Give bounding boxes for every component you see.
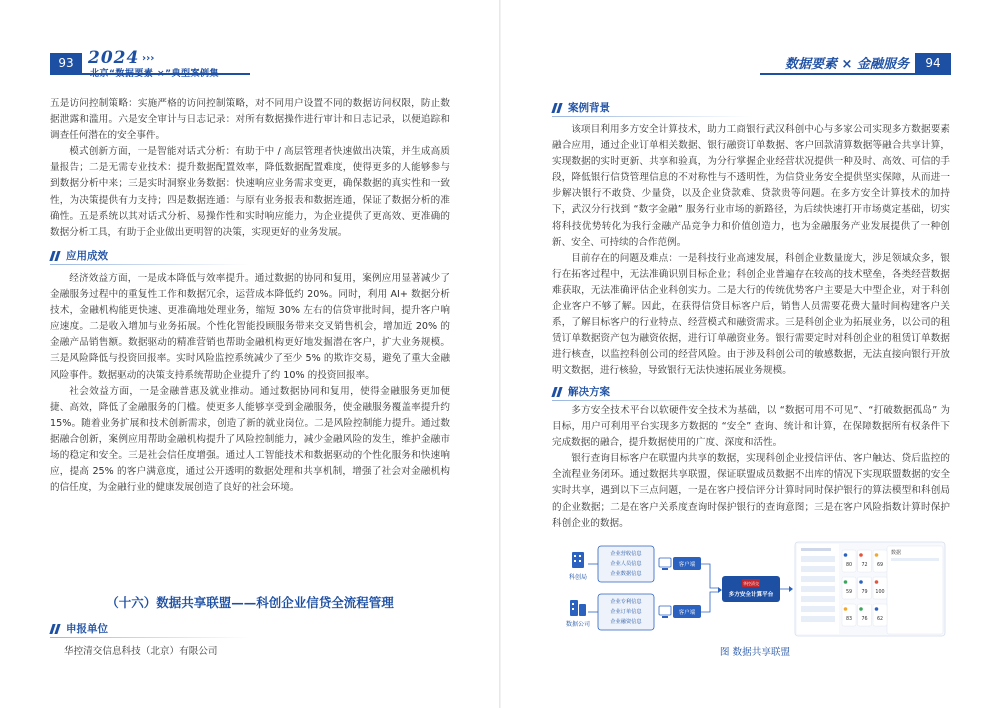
company-logo-icon — [859, 553, 863, 557]
right-text-background — [552, 122, 950, 380]
building-icon — [570, 600, 586, 616]
info-item: 企业数据信息 — [610, 571, 642, 577]
dashboard-card — [858, 604, 872, 626]
right-header-title: 数据要素 × 金融服务 — [785, 57, 909, 72]
heading-slash-icon — [50, 624, 60, 634]
paragraph: 经济效益方面，一是成本降低与效率提升。通过数据的协同和复用，案例应用显著减少了金融服务过程中的重复性工作和数据冗余，运营成本降低约 20%。同时，利用 AI+ 数据分析技术，金融机构能更快速、更准确地处理业务，缩短 30% 左右的信贷审批时间，提升客户响应速度。二是收入增加与业务拓展。个性化智能投顾服务带来交叉销售机会，增加近 20% 的金融产品销售额。数据驱动的精准营销也帮助金融机构更好地发掘潜在客户，扩大业务规模。三是风险降低与投资回报率。实时风险监控系统减少了至少 5% 的欺诈交易，避免了重大金融风险事件。数据驱动的决策支持系统帮助企业提升了约 10% 的投资回报率。 — [50, 273, 450, 381]
right-text-solution — [552, 403, 950, 532]
company-logo-icon — [844, 607, 848, 611]
paragraph: 银行查询目标客户在联盟内共享的数据，实现科创企业授信评估、客户触达、贷后监控的全流程业务闭环。通过数据共享联盟，保证联盟成员数据不出库的情况下实现联盟数据的安全实时共享，遇到以下三点问题，一是在客户授信评分计算时同时保护银行的算法模型和科创局的企业数据；二是在客户关系度查询时保护银行的查询意图；三是在客户风险指数计算时保护科创企业的数据。 — [552, 453, 950, 529]
company-logo-icon — [859, 580, 863, 584]
paragraph: 社会效益方面，一是金融普惠及就业推动。通过数据协同和复用，使得金融服务更加便捷、高效，降低了金融服务的门槛。使更多人能够享受到金融服务，使金融服务覆盖率提升约 15%。随着业务扩展和技术创新需求，创造了新的就业岗位。二是风险控制能力提升。通过数据融合创新，案例应用帮助金融机构提升了风险控制能力，减少金融风险的发生，维护金融市场的稳定和安全。三是社会信任度增强。通过人工智能技术和数据驱动的个性化服务和快速响应，提高 25% 的客户满意度，通过公开透明的数据处理和共享机制，增强了社会对金融机构的信任度，为金融行业的健康发展创造了良好的社会环境。 — [50, 385, 450, 494]
dashboard-score: 69 — [876, 563, 884, 568]
right-page-number: 94 — [915, 53, 951, 73]
building-icon — [572, 552, 584, 568]
org-name: 华控清交信息科技（北京）有限公司 — [64, 646, 218, 657]
dashboard-card — [842, 577, 856, 599]
brand-year: 2024 — [88, 48, 140, 68]
dashboard-cards — [842, 550, 887, 626]
section-title: 申报单位 — [66, 623, 108, 635]
left-text-app — [50, 271, 450, 496]
left-page-number: 93 — [50, 53, 82, 73]
dashboard-card — [873, 604, 887, 626]
dashboard-title: 数据 — [891, 550, 902, 556]
section-title: 解决方案 — [568, 386, 610, 398]
node-kechuangju: 科创局 — [568, 574, 588, 581]
heading-slash-icon — [552, 387, 562, 397]
heading-slash-icon — [552, 103, 562, 113]
platform-logo-text: 华控清交 — [743, 581, 759, 586]
client-label: 客户端 — [678, 562, 696, 568]
dashboard-score: 79 — [861, 590, 868, 595]
dashboard-card — [873, 577, 887, 599]
dashboard-score: 72 — [861, 563, 868, 568]
company-logo-icon — [875, 607, 879, 611]
section-heading-org — [50, 621, 450, 637]
heading-slash-icon — [50, 251, 60, 261]
paragraph: 模式创新方面，一是智能对话式分析：有助于中 / 高层管理者快速做出决策，并生成高质量报告；二是无需专业技术：提升数据配置效率，降低数据配置难度，使得更多的人能够参与到数据分析中来；三是实时洞察业务数据：快速响应业务需求变更，确保数据的真实性和一致性，为决策提供有力支持；四是数据连通：与原有业务报表和数据连通，保证了数据分析的准确性。五是系统以其对话式分析、易操作性和实时响应能力，为企业提供了更高效、更准确的数据分析工具，有助于企业做出更明智的决策，实现更好的业务发展。 — [50, 146, 450, 238]
company-logo-icon — [844, 580, 848, 584]
dashboard-score: 62 — [876, 617, 884, 622]
section-title: 应用成效 — [66, 250, 108, 262]
company-logo-icon — [875, 580, 879, 584]
node-data-company: 数据公司 — [565, 621, 591, 628]
company-logo-icon — [859, 607, 863, 611]
dashboard-card — [858, 550, 872, 572]
paragraph: 五是访问控制策略：实施严格的访问控制策略，对不同用户设置不同的数据访问权限，防止数据泄露和滥用。六是安全审计与日志记录：对所有数据操作进行审计和日志记录，以便追踪和调查任何潜在的安全事件。 — [50, 98, 450, 142]
client-icon — [659, 606, 671, 618]
platform-label: 多方安全计算平台 — [728, 592, 774, 598]
dashboard-score: 59 — [845, 590, 853, 595]
paragraph: 该项目利用多方安全计算技术，助力工商银行武汉科创中心与多家公司实现多方数据要素融合应用，通过企业订单相关数据、银行融资订单数据、客户回款清算数据等融合共享计算，实现数据的实时更新、共享和验真，为分行掌握企业经营状况提供一种及时、高效、可信的手段，降低银行信贷管理信息的不对称性与不透明性，为信贷业务安全提供坚实保障，从而进一步解决银行不敢贷、少量贷，以及企业贷款难、贷款贵等问题。在多方安全计算技术的加持下，武汉分行找到 “数字金融” 服务行业市场的新路径，为后续快速打开市场奠定基础，切实将科技优势转化为我行金融产品竞争力和价值创造力，也为金融服务产业发展提供了一种创新、安全、可持续的合作范例。 — [552, 124, 950, 248]
dashboard-card — [842, 604, 856, 626]
dashboard-card — [873, 550, 887, 572]
section-heading-app — [50, 248, 450, 264]
info-item: 企业专利信息 — [610, 599, 642, 605]
section-heading-background — [552, 100, 950, 116]
figure-caption: 图 数据共享联盟 — [719, 647, 791, 658]
section-heading-solution — [552, 384, 950, 400]
dashboard-score: 83 — [845, 617, 853, 622]
section-rule — [552, 400, 752, 401]
page-fold — [499, 0, 501, 708]
left-header-rule — [50, 73, 250, 75]
data-alliance-diagram — [560, 540, 950, 640]
company-logo-icon — [844, 553, 848, 557]
section-rule — [50, 637, 250, 638]
info-item: 企业订单信息 — [610, 609, 642, 615]
right-header-rule — [760, 73, 951, 75]
client-label: 客户端 — [678, 610, 696, 616]
dashboard-card — [858, 577, 872, 599]
section-rule — [552, 116, 752, 117]
left-text-top — [50, 96, 450, 241]
company-logo-icon — [875, 553, 879, 557]
info-item: 企业营收信息 — [610, 551, 642, 557]
dashboard-score: 80 — [845, 563, 853, 568]
dashboard-card — [842, 550, 856, 572]
dashboard-score: 76 — [861, 617, 868, 622]
brand-arrows-icon: ››› — [142, 53, 155, 64]
info-item: 企业人员信息 — [610, 561, 642, 567]
dashboard-score: 100 — [875, 590, 885, 595]
section-rule — [50, 264, 250, 265]
case-title: （十六）数据共享联盟——科创企业信贷全流程管理 — [106, 595, 394, 610]
client-icon — [659, 558, 671, 570]
paragraph: 多方安全技术平台以软硬件安全技术为基础，以 “数据可用不可见”、“打破数据孤岛” 为目标，用户可利用平台实现多方数据的 “安全” 查询、统计和计算，在保障数据所有权条件下完成数据的融合，提升数据使用的广度、深度和活性。 — [552, 405, 950, 449]
info-item: 企业融资信息 — [610, 619, 642, 625]
paragraph: 目前存在的问题及难点：一是科技行业高速发展，科创企业数量庞大，涉足领域众多，银行在拓客过程中，无法准确识别目标企业；科创企业普遍存在较高的技术壁垒，各类经营数据难获取，无法准确评估企业科创实力。二是大行的传统优势客户主要是大中型企业，对于科创企业客户不够了解。因此，在获得信贷目标客户后，销售人员需要花费大量时间构建客户关系，了解目标客户的行业特点、经营模式和融资需求。三是科创企业为拓展业务，以公司的租赁订单数据资产包为融资依据，进行订单融资业务。银行需要定时对科创企业的租赁订单数据进行核查，以监控科创公司的经营风险。由于涉及科创公司的敏感数据，无法直接向银行开放明文数据，进行核验，导致银行无法快速拓展业务规模。 — [552, 252, 950, 377]
section-title: 案例背景 — [568, 102, 610, 114]
